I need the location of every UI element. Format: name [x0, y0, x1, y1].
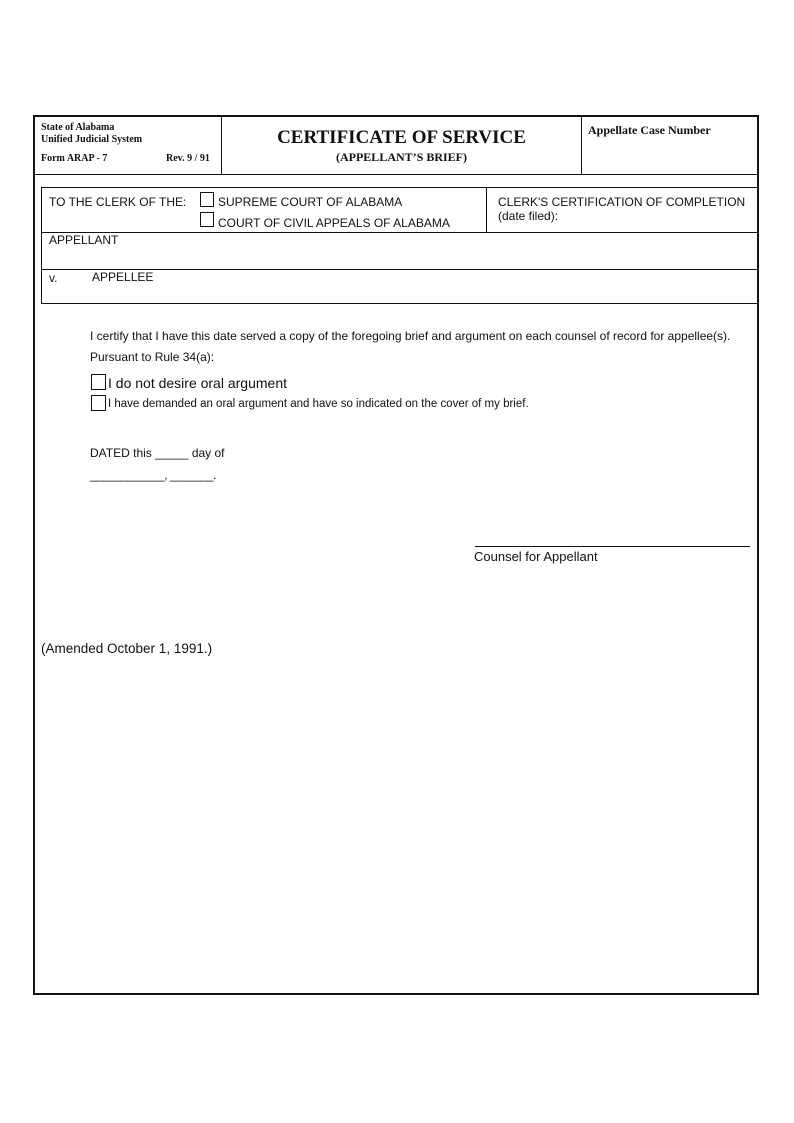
header-divider: [35, 174, 757, 175]
appellee-field[interactable]: APPELLEE: [92, 270, 154, 284]
form-title: CERTIFICATE OF SERVICE: [277, 127, 526, 148]
amendment-note: (Amended October 1, 1991.): [41, 641, 213, 656]
to-clerk-label: TO THE CLERK OF THE:: [49, 195, 187, 209]
certification-statement: I certify that I have this date served a copy of the foregoing brief and argument on each counsel of record for appellee(s).: [90, 329, 731, 343]
oral-argument-demanded-label: I have demanded an oral argument and have so indicated on the cover of my brief.: [108, 398, 529, 410]
form-id-block: [35, 117, 222, 174]
case-number-field[interactable]: [582, 117, 757, 174]
signature-label: Counsel for Appellant: [474, 549, 598, 564]
appellant-field[interactable]: APPELLANT: [49, 233, 119, 247]
state-name: State of Alabama: [41, 122, 115, 133]
clerk-certification-field[interactable]: [486, 188, 757, 232]
court-row-divider: [42, 232, 757, 233]
no-oral-argument-label: I do not desire oral argument: [108, 375, 287, 391]
supreme-court-label: SUPREME COURT OF ALABAMA: [218, 195, 403, 209]
dated-line[interactable]: DATED this _____ day of: [90, 446, 225, 460]
date-filed-label: (date filed):: [498, 209, 559, 223]
form-frame: [33, 115, 759, 995]
date-blank[interactable]: ____________, _______.: [90, 468, 216, 482]
signature-line[interactable]: [475, 546, 750, 547]
court-box: [41, 187, 758, 304]
civil-appeals-label: COURT OF CIVIL APPEALS OF ALABAMA: [218, 216, 450, 230]
form-revision: Rev. 9 / 91: [166, 153, 210, 164]
clerk-certification-label: CLERK'S CERTIFICATION OF COMPLETION: [498, 195, 746, 209]
case-number-label: Appellate Case Number: [588, 123, 711, 137]
form-subtitle: (APPELLANT’S BRIEF): [335, 150, 467, 164]
form-number: Form ARAP - 7: [41, 153, 108, 164]
supreme-court-checkbox[interactable]: [200, 192, 214, 207]
civil-appeals-checkbox[interactable]: [200, 212, 214, 227]
rule-reference: Pursuant to Rule 34(a):: [90, 350, 215, 364]
oral-argument-demanded-checkbox[interactable]: [91, 395, 106, 411]
no-oral-argument-checkbox[interactable]: [91, 374, 106, 390]
title-block: [222, 117, 582, 174]
versus-label: v.: [49, 271, 58, 285]
judicial-system: Unified Judicial System: [41, 134, 143, 145]
